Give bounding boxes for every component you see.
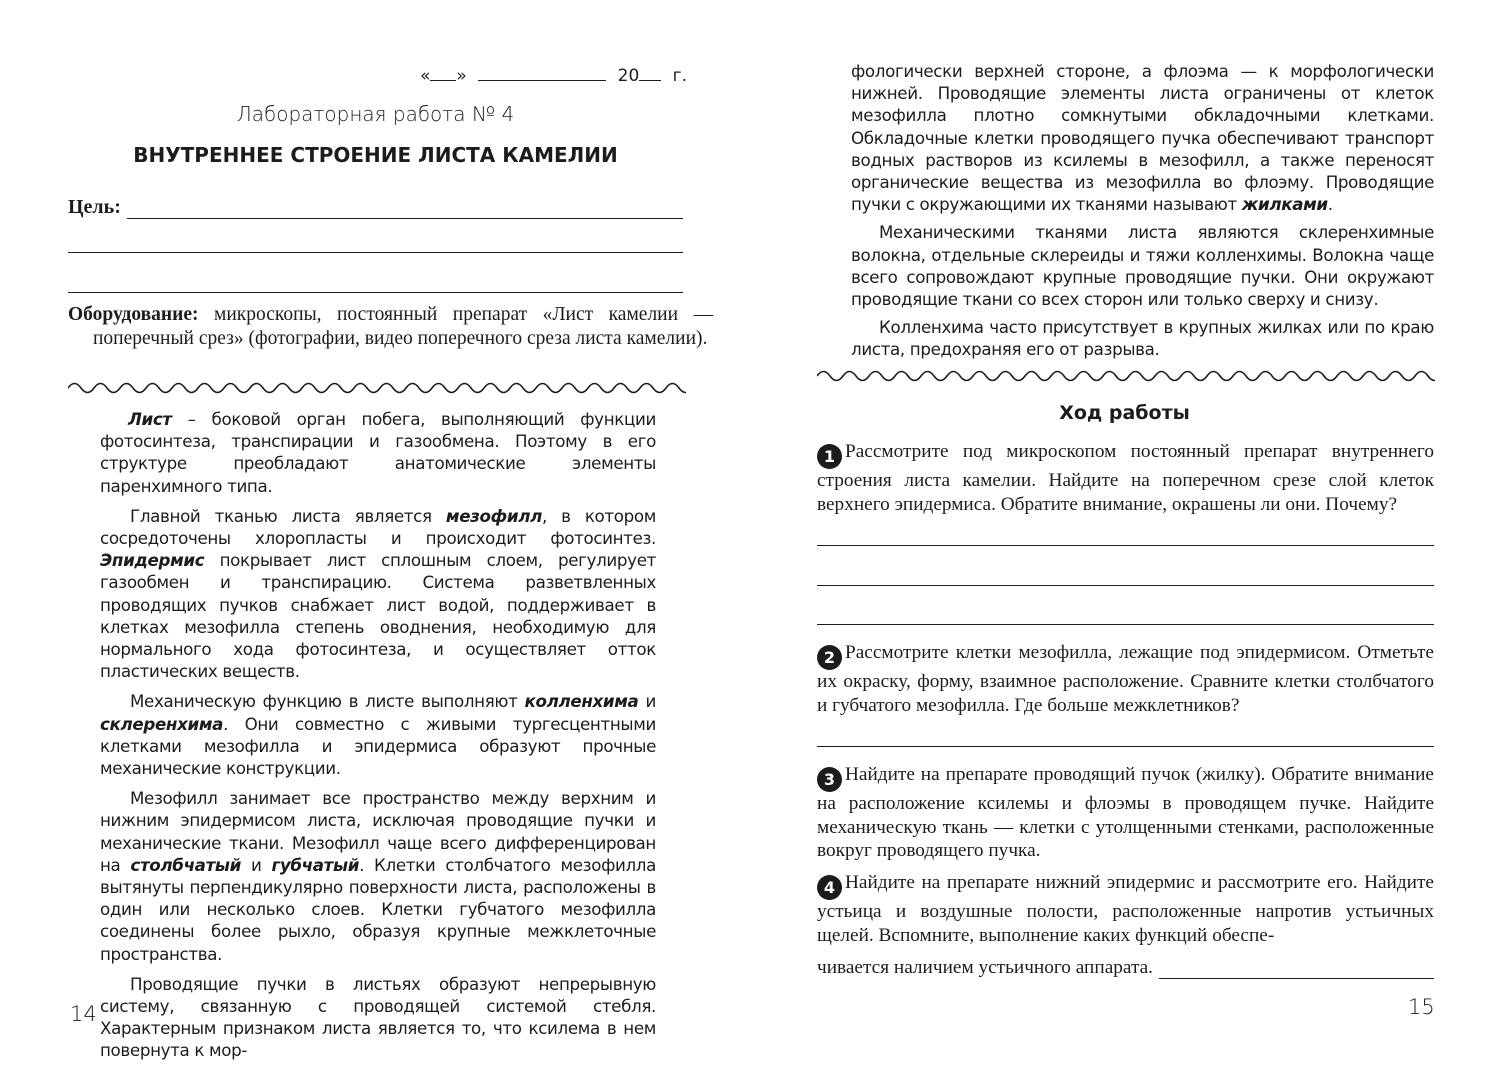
task-number-badge: 2: [817, 645, 842, 670]
answer-line[interactable]: [817, 585, 1434, 586]
answer-line[interactable]: [817, 624, 1434, 625]
year-blank[interactable]: [639, 66, 661, 81]
task-number-badge: 4: [817, 875, 842, 900]
date-line: « » 20 г.: [420, 66, 688, 86]
paragraph: фологически верхней стороне, а флоэма — к морфологически нижней. Проводящие элементы листа ограничены от клеток мезофилла плотно сомкнутыми обкладочными клетками. Обкладочные клетки проводящего пучка обеспечивают транспорт водных растворов из ксилемы в мезофилл, а также переносят органические вещества из мезофилла во флоэму. Проводящие пучки с окружающими их тканями называют жилками.: [851, 61, 1434, 215]
task-number-badge: 3: [817, 767, 842, 792]
page-title: ВНУТРЕННЕЕ СТРОЕНИЕ ЛИСТА КАМЕЛИИ: [133, 143, 618, 167]
day-blank[interactable]: [430, 66, 456, 81]
task-number-badge: 1: [817, 444, 842, 469]
goal-row: [68, 196, 683, 219]
lab-number: Лабораторная работа № 4: [236, 102, 515, 126]
equipment-label: Оборудование:: [68, 304, 199, 325]
month-blank[interactable]: [478, 66, 606, 81]
goal-answer-line[interactable]: [68, 292, 683, 293]
theory-text: [100, 408, 656, 1070]
wavy-divider: [817, 368, 1435, 384]
task-3: 3 Найдите на препарате проводящий пучок (жилку). Обратите внимание на расположение ксилемы и флоэмы в проводящем пучке. Найдите механическую ткань — клетки с утолщенными стенками, расположенные вокруг проводящего пучка.: [817, 764, 1434, 862]
equipment-text: Оборудование: микроскопы, постоянный препарат «Лист камелии — поперечный срез» (фотографии, видео поперечного среза листа камелии).: [68, 304, 713, 349]
continued-text: [851, 60, 1434, 367]
paragraph: Механическими тканями листа являются склеренхимные волокна, отдельные склереиды и тяжи колленхимы. Волокна чаще всего сопровождают крупные проводящие пучки. Они окружают проводящие ткани со всех сторон или только сверху и снизу.: [851, 222, 1434, 310]
paragraph: Механическую функцию в листе выполняют колленхима и склеренхима. Они совместно с живыми тургесцентными клетками мезофилла и эпидермиса образуют прочные механические конструкции.: [100, 691, 656, 779]
answer-line[interactable]: [817, 746, 1434, 747]
task-1: 1 Рассмотрите под микроскопом постоянный препарат внутреннего строения листа камелии. Найдите на поперечном срезе слой клеток верхнего эпидермиса. Обратите внимание, окрашены ли они. Почему?: [817, 441, 1434, 515]
goal-label: Цель:: [68, 196, 121, 218]
task-2: 2 Рассмотрите клетки мезофилла, лежащие под эпидермисом. Отметьте их окраску, форму, взаимное расположение. Сравните клетки столбчатого и губчатого мезофилла. Где больше межклетников?: [817, 642, 1434, 716]
goal-answer-line[interactable]: [68, 252, 683, 253]
page-number: 14: [70, 1002, 97, 1026]
answer-line[interactable]: [817, 545, 1434, 546]
paragraph: Колленхима часто присутствует в крупных жилках или по краю листа, предохраняя его от разрыва.: [851, 317, 1434, 360]
paragraph: Мезофилл занимает все пространство между верхним и нижним эпидермисом листа, исключая проводящие пучки и механические ткани. Мезофилл чаще всего дифференцирован на столбчатый и губчатый. Клетки столбчатого мезофилла вытянуты перпендикулярно поверхности листа, расположены в один или несколько слоев. Клетки губчатого мезофилла соединены более рыхло, образуя крупные межклеточные пространства.: [100, 788, 656, 964]
task-4: 4 Найдите на препарате нижний эпидермис и рассмотрите его. Найдите устьица и воздушные полости, расположенные напротив устьичных щелей. Вспомните, выполнение каких функций обеспе-: [817, 872, 1434, 946]
wavy-divider: [68, 380, 686, 396]
paragraph: Проводящие пучки в листьях образуют непрерывную систему, связанную с проводящей системой стебля. Характерным признаком листа является то, что ксилема в нем повернута к мор-: [100, 973, 656, 1061]
task-4-continuation: чивается наличием устьичного аппарата.: [817, 957, 1434, 979]
paragraph: Лист – боковой орган побега, выполняющий функции фотосинтеза, транспирации и газообмена. Поэтому в его структуре преобладают анатомические элементы паренхимного типа.: [100, 409, 656, 496]
answer-line[interactable]: [1159, 960, 1434, 979]
page-number: 15: [1408, 995, 1435, 1019]
paragraph: Главной тканью листа является мезофилл, в котором сосредоточены хлоропласты и происходит фотосинтез. Эпидермис покрывает лист сплошным слоем, регулирует газообмен и транспирацию. Система разветвленных проводящих пучков снабжает лист водой, поддерживает в клетках мезофилла степень оводнения, необходимую для нормального хода фотосинтеза, и осуществляет отток пластических веществ.: [100, 505, 656, 682]
section-title: Ход работы: [1059, 402, 1190, 424]
right-page: [751, 0, 1502, 1080]
goal-answer-line[interactable]: [127, 198, 683, 219]
